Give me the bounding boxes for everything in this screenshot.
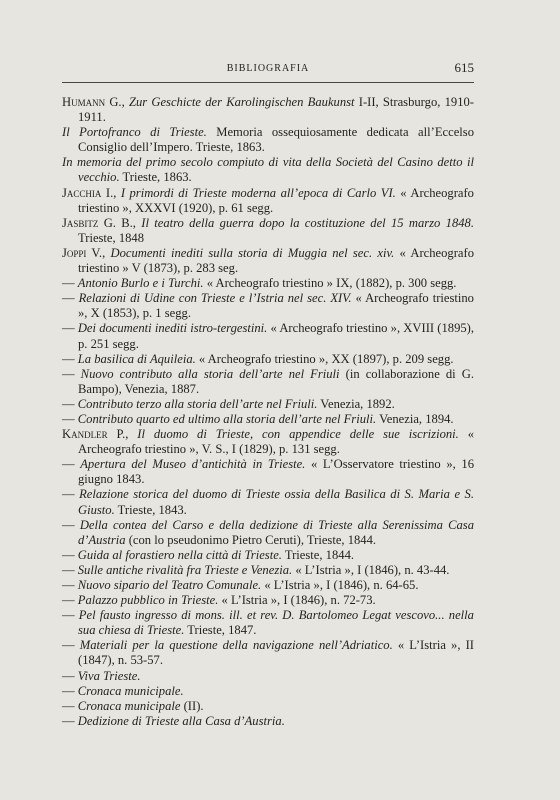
entry-title: Relazioni di Udine con Trieste e l’Istria nel sec. XIV. — [78, 291, 352, 306]
entry-title: In memoria del primo secolo compiuto di vita della Società del Casino detto il vecchio. — [62, 155, 474, 185]
bibliography-entry — [62, 397, 474, 412]
bibliography-entry — [62, 714, 474, 729]
entry-text: « L’Osservatore triestino », 16 giugno 1843. — [78, 457, 474, 487]
entry-title: Il duomo di Trieste, con appendice delle sue iscrizioni. — [137, 427, 459, 442]
bibliography-entry — [62, 699, 474, 714]
entry-title: Apertura del Museo d’antichità in Trieste. — [80, 457, 306, 472]
entry-text: — — [62, 396, 78, 411]
entry-text: Venezia, 1892. — [317, 396, 395, 411]
entry-text: — — [62, 608, 79, 623]
entry-title: Contributo quarto ed ultimo alla storia dell’arte nel Friuli. — [77, 411, 377, 426]
entry-text: — — [62, 593, 78, 608]
bibliography-entry — [62, 352, 474, 367]
entry-title: Contributo terzo alla storia dell’arte nel Friuli. — [77, 396, 318, 411]
entry-text: — — [62, 411, 78, 426]
entry-title: I primordi di Trieste moderna all’epoca di Carlo VI. — [120, 185, 396, 200]
bibliography-entry — [62, 276, 474, 291]
entry-text: « L’Istria », I (1846), n. 72-73. — [218, 593, 376, 608]
bibliography-entry — [62, 125, 474, 155]
entry-text: , — [125, 427, 138, 442]
entry-text: « Archeografo triestino » IX, (1882), p. 300 segg. — [203, 276, 457, 291]
bibliography-entry — [62, 518, 474, 548]
entry-text: Trieste, 1844. — [281, 547, 355, 562]
entry-title: Cronaca municipale — [77, 698, 181, 713]
bibliography-entry — [62, 669, 474, 684]
entry-text: — — [62, 487, 80, 502]
entry-text: Trieste, 1843. — [114, 502, 187, 517]
entry-title: Sulle antiche rivalità fra Trieste e Venezia. — [77, 562, 293, 577]
entry-title: Relazione storica del duomo di Trieste ossia della Basilica di S. Maria e S. Giusto. — [78, 487, 474, 517]
entry-title: Nuovo contributo alla storia dell’arte nel Friuli — [80, 366, 340, 381]
entry-author: Joppi V. — [62, 245, 103, 260]
entry-text: « L’Istria », II (1847), n. 53-57. — [78, 638, 474, 668]
entry-title: Palazzo pubblico in Trieste. — [77, 593, 219, 608]
bibliography-entry — [62, 638, 474, 668]
entry-text: « Archeografo triestino », XVIII (1895), p. 251 segg. — [78, 321, 475, 351]
entry-text: — — [62, 547, 78, 562]
entry-title: Dei documenti inediti istro-tergestini. — [77, 321, 268, 336]
entry-text: , — [102, 245, 111, 260]
bibliography-entry — [62, 321, 474, 351]
entry-title: Guida al forastiero nella città di Trieste. — [77, 547, 282, 562]
bibliography-entry — [62, 216, 474, 246]
entry-title: Cronaca municipale. — [77, 683, 184, 698]
entry-text: Venezia, 1894. — [376, 411, 454, 426]
bibliography-entry — [62, 246, 474, 276]
page-number: 615 — [454, 60, 474, 75]
entry-text: — — [62, 457, 81, 472]
entry-title: Documenti inediti sulla storia di Muggia nel sec. xiv. — [110, 245, 395, 260]
bibliography-entry — [62, 291, 474, 321]
bibliography-entry — [62, 95, 474, 125]
bibliography-entry — [62, 578, 474, 593]
entry-text: — — [62, 366, 81, 381]
entry-text: « L’Istria », I (1846), n. 64-65. — [261, 578, 419, 592]
bibliography-entry — [62, 548, 474, 563]
entry-title: Il Portofranco di Trieste. — [62, 125, 207, 140]
entry-text: , — [132, 215, 142, 230]
entry-text: — — [62, 351, 78, 366]
bibliography-entry — [62, 684, 474, 699]
entry-text: Trieste, 1863. — [119, 170, 192, 185]
entry-title: Il teatro della guerra dopo la costituzione del 15 marzo 1848. — [141, 215, 474, 230]
entry-text: — — [62, 578, 78, 592]
entry-text: I-II, Strasburgo, 1910-1911. — [78, 95, 474, 125]
bibliography-entry — [62, 563, 474, 578]
entry-text: « Archeografo triestino », XX (1897), p. 209 segg. — [195, 351, 454, 366]
entry-text: Trieste, 1847. — [184, 623, 257, 638]
entry-author: Kandler P. — [62, 427, 126, 442]
entry-text: — — [62, 698, 78, 713]
bibliography-entry — [62, 186, 474, 216]
bibliography-entry — [62, 412, 474, 427]
bibliography-list — [62, 95, 474, 729]
entry-title: Antonio Burlo e i Turchi. — [77, 276, 204, 291]
entry-author: Jacchia I. — [62, 185, 114, 200]
entry-title: Della contea del Carso e della dedizione di Trieste alla Serenissima Casa d’Austria — [78, 517, 474, 547]
entry-author: Jasbitz G. B. — [62, 215, 133, 230]
bibliography-entry — [62, 155, 474, 185]
entry-text: — — [62, 291, 79, 306]
bibliography-entry — [62, 367, 474, 397]
entry-text: Memoria ossequiosamente dedicata all’Eccelso Consiglio dell’Impero. Trieste, 1863. — [78, 125, 474, 155]
entry-title: Pel fausto ingresso di mons. ill. et rev. D. Bartolomeo Legat vescovo... nella sua chiesa di Trieste. — [78, 608, 474, 638]
entry-text: , — [121, 95, 129, 109]
entry-text: — — [62, 638, 80, 653]
entry-text: (con lo pseudonimo Pietro Ceruti), Trieste, 1844. — [125, 532, 377, 547]
entry-text: (in collaborazione di G. Bampo), Venezia, 1887. — [78, 366, 474, 396]
entry-author: Humann G. — [62, 95, 122, 109]
entry-text: « Archeografo triestino », XXXVI (1920), p. 61 segg. — [78, 185, 474, 215]
entry-title: Viva Trieste. — [77, 668, 141, 683]
entry-title: Dedizione di Trieste alla Casa d’Austria. — [77, 713, 285, 728]
entry-title: Nuovo sipario del Teatro Comunale. — [77, 578, 262, 592]
bibliography-entry — [62, 457, 474, 487]
entry-title: Materiali per la questione della navigazione nell’Adriatico. — [79, 638, 393, 653]
entry-text: Trieste, 1848 — [78, 230, 145, 245]
entry-title: Zur Geschicte der Karolingischen Baukunst — [128, 95, 355, 109]
entry-text: — — [62, 713, 78, 728]
entry-text: , — [113, 185, 121, 200]
entry-title: La basilica di Aquileia. — [77, 351, 196, 366]
running-title: BIBLIOGRAFIA — [226, 63, 310, 74]
entry-text: — — [62, 321, 78, 336]
page-header — [62, 60, 474, 83]
bibliography-entry — [62, 487, 474, 517]
entry-text: — — [62, 517, 80, 532]
bibliography-entry — [62, 593, 474, 608]
entry-text: — — [62, 276, 78, 291]
entry-text: — — [62, 668, 78, 683]
entry-text: « Archeografo triestino », V. S., I (1829), p. 131 segg. — [78, 427, 475, 457]
entry-text: — — [62, 683, 78, 698]
bibliography-entry — [62, 608, 474, 638]
entry-text: — — [62, 562, 78, 577]
entry-text: « Archeografo triestino » V (1873), p. 283 seg. — [78, 245, 474, 276]
entry-text: « L’Istria », I (1846), n. 43-44. — [292, 562, 450, 577]
bibliography-entry — [62, 427, 474, 457]
entry-text: (II). — [180, 698, 204, 713]
entry-text: « Archeografo triestino », X (1853), p. 1 segg. — [78, 291, 474, 321]
